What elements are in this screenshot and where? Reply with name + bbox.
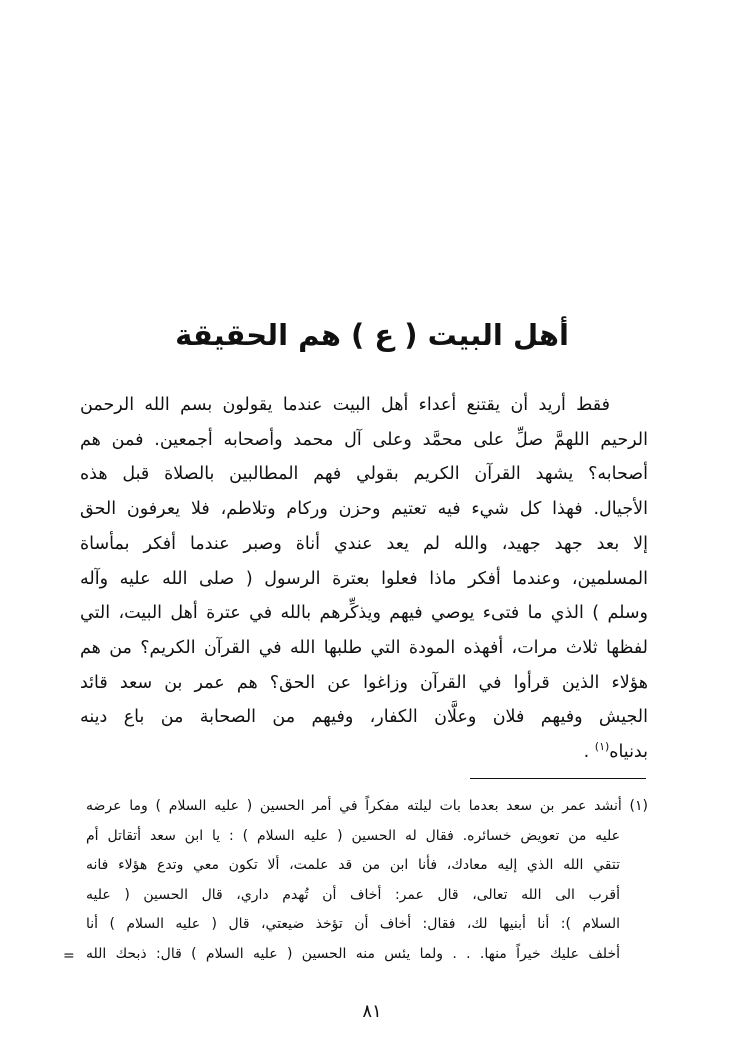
footnote-line: أخلف عليك خيراً منها. . . ولما يئس منه الحسين ( عليه السلام ) قال: ذبحك الله [86,945,620,962]
paragraph-line: لفظها ثلاث مرات، أفهذه المودة التي طلبها الله في القرآن الكريم؟ من هم [80,637,648,658]
footnote-line: تتقي الله الذي إليه معادك، فأنا ابن من قد علمت، ألا تكون معي وتدع هؤلاء فانه [86,857,620,873]
footnote-line: (١) أنشد عمر بن سعد بعدما بات ليلته مفكراً في أمر الحسين ( عليه السلام ) وما عرضه [86,798,648,814]
paragraph-line: المسلمين، وعندما أفكر ماذا فعلوا بعترة الرسول ( صلى الله عليه وآله [80,568,648,589]
paragraph-last-line [80,735,648,770]
paragraph-line: إلا بعد جهد جهيد، والله لم يعد عندي أناة وصبر عندما أفكر بمأساة [80,533,648,554]
paragraph-line-text: بدنياه [609,742,648,763]
paragraph-line: فقط أريد أن يقتنع أعداء أهل البيت عندما يقولون بسم الله الرحمن [80,395,610,415]
footnote-continuation-mark: = [63,948,75,964]
main-paragraph [80,388,648,770]
chapter-title: أهل البيت ( ع ) هم الحقيقة [175,318,569,353]
footnote-reference[interactable]: (١) [594,740,610,754]
paragraph-end-mark: . [583,742,590,763]
footnote-separator [470,778,646,779]
paragraph-line: الجيش وفيهم فلان وعلَّان الكفار، وفيهم من الصحابة من باع دينه [80,707,648,728]
footnote-block [86,792,648,969]
paragraph-line: الأجيال. فهذا كل شيء فيه تعتيم وحزن وركام وتلاطم، فلا يعرفون الحق [80,499,648,520]
footnote-line: عليه من تعويض خسائره. فقال له الحسين ( عليه السلام ) : يا ابن سعد أتقاتل أم [86,827,620,844]
page-number: ٨١ [362,1001,382,1022]
footnote-line: أقرب الى الله تعالى، قال عمر: أخاف أن تُهدم داري، قال الحسين ( عليه [86,886,620,903]
paragraph-line: أصحابه؟ يشهد القرآن الكريم بقولي فهم المطالبين بالصلاة قبل هذه [80,464,648,485]
paragraph-line: الرحيم اللهمَّ صلِّ على محمَّد وعلى آل محمد وأصحابه أجمعين. فمن هم [80,429,648,450]
paragraph-line: هؤلاء الذين قرأوا في القرآن وزاغوا عن الحق؟ هم عمر بن سعد قائد [80,672,648,693]
footnote-line: السلام ): أنا أبنيها لك، فقال: أخاف أن تؤخذ ضيعتي، قال ( عليه السلام ) أنا [86,916,620,932]
paragraph-line: وسلم ) الذي ما فتىء يوصي فيهم ويذكِّرهم بالله في عترة أهل البيت، التي [80,603,648,624]
